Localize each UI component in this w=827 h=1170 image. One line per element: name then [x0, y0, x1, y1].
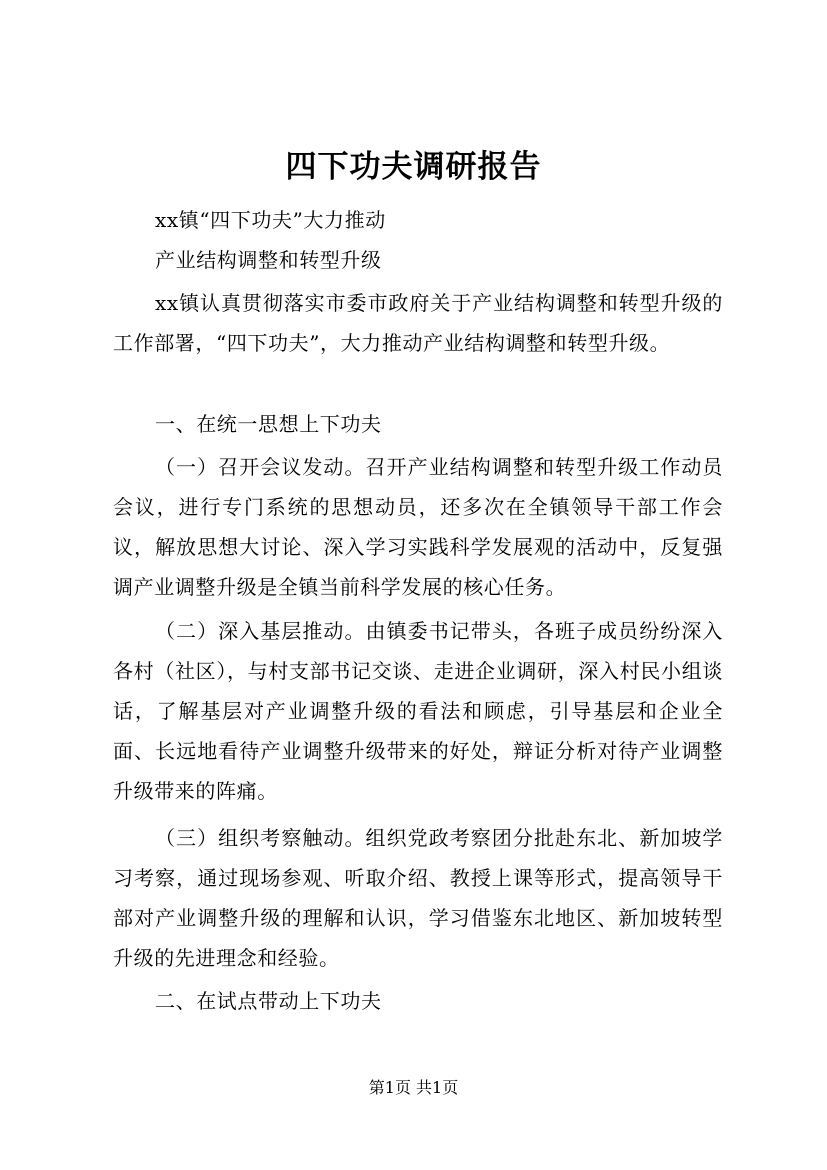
document-title: 四下功夫调研报告 — [285, 149, 542, 185]
paragraph-intro: xx镇认真贯彻落实市委市政府关于产业结构调整和转型升级的工作部署，“四下功夫”，大力推动产业结构调整和转型升级。 — [113, 291, 723, 355]
page-footer: 第1页 共1页 — [368, 1078, 459, 1097]
paragraph-section-1-2: （二）深入基层推动。由镇委书记带头，各班子成员纷纷深入各村（社区），与村支部书记交谈、走进企业调研，深入村民小组谈话，了解基层对产业调整升级的看法和顾虑，引导基层和企业全面、长远地看待产业调整升级带来的好处，辩证分析对待产业调整升级带来的阵痛。 — [113, 619, 723, 803]
paragraph-section-1-1: （一）召开会议发动。召开产业结构调整和转型升级工作动员会议，进行专门系统的思想动员，还多次在全镇领导干部工作会议，解放思想大讨论、深入学习实践科学发展观的活动中，反复强调产业调整升级是全镇当前科学发展的核心任务。 — [113, 455, 723, 599]
section-heading-2: 二、在试点带动上下功夫 — [155, 989, 382, 1013]
paragraph-section-1-3: （三）组织考察触动。组织党政考察团分批赴东北、新加坡学习考察，通过现场参观、听取介绍、教授上课等形式，提高领导干部对产业调整升级的理解和认识，学习借鉴东北地区、新加坡转型升级的先进理念和经验。 — [113, 826, 723, 970]
paragraph-subtitle-2: 产业结构调整和转型升级 — [155, 248, 382, 272]
section-heading-1: 一、在统一思想上下功夫 — [155, 412, 382, 436]
paragraph-subtitle-1: xx镇“四下功夫”大力推动 — [155, 208, 386, 232]
